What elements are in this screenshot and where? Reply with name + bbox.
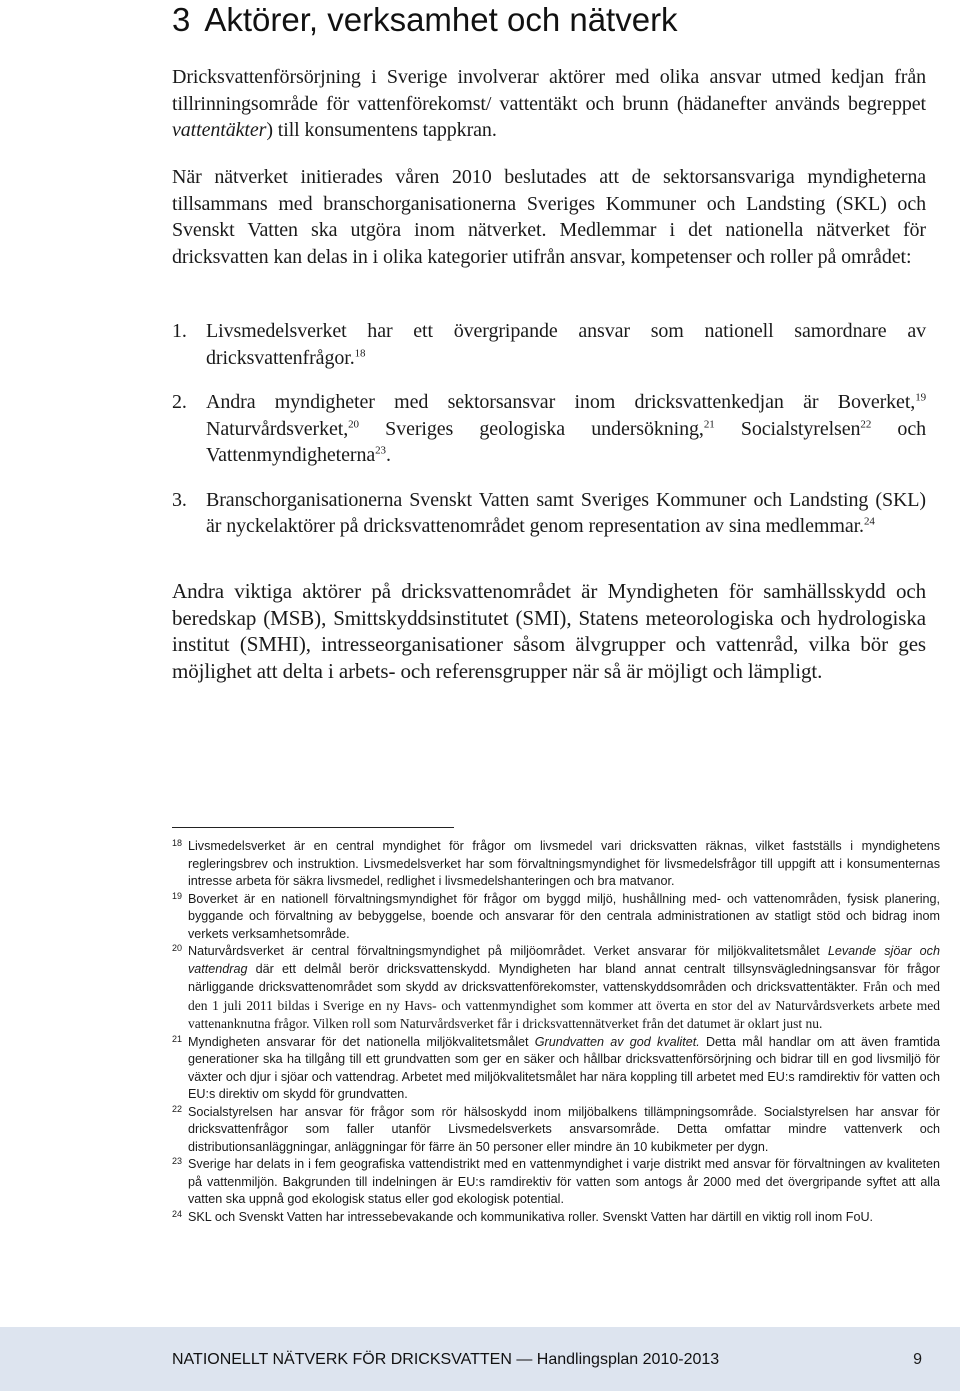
footer-title: NATIONELLT NÄTVERK FÖR DRICKSVATTEN — Handlingsplan 2010-2013 — [172, 1351, 720, 1368]
chapter-title: Aktörer, verksamhet och nätverk — [204, 1, 678, 38]
list-item-text: Naturvårdsverket, — [206, 417, 349, 440]
list-number: 1. — [172, 320, 187, 342]
actor-category-list — [172, 318, 926, 558]
footnote-text: Från och med den 1 juli 2011 bildas i Sverige en ny Havs- och vattenmyndighet som kommer att överta en stor del av Naturvårdsverkets arbete med vattenanknutna frågor. Vilken roll som Naturvårdsverket får i dricksvattennätverket från det datumet är oklart just nu. — [188, 979, 941, 1031]
footnote-ref[interactable]: 24 — [863, 515, 875, 528]
other-actors-paragraph: Andra viktiga aktörer på dricksvattenområdet är Myndigheten för samhällsskydd och beredskap (MSB), Smittskyddsinstitutet (SMI), Statens meteorologiska och hydrologiska institut (SMHI), intresseorganisationer såsom älvgrupper och vattenråd, vilka bör ges möjlighet att delta i arbets- och referensgrupper när så är möjligt och lämpligt. — [172, 579, 926, 684]
footnote-ref[interactable]: 22 — [860, 417, 872, 430]
footnote-separator — [172, 827, 454, 828]
footnote-text: Boverket är en nationell förvaltningsmyndighet för frågor om byggd miljö, hushållning med- och vattenområden, fysisk planering, byggande och förvaltning av bebyggelse, boende och ansvarar för den centrala administrationen av statligt stöd och bidrag inom verkets verksamhetsområde. — [188, 891, 940, 941]
footnote-number: 23 — [172, 1156, 183, 1166]
footnote-text: Myndigheten ansvarar för det nationella miljökvalitetsmålet — [188, 1034, 535, 1049]
list-item-text: Branschorganisationerna Svenskt Vatten samt Sveriges Kommuner och Landsting (SKL) är nyckelaktörer på dricksvattenområdet genom representation av sina medlemmar. — [206, 488, 926, 537]
footnote-italic-title: Levande sjöar och vattendrag — [188, 944, 940, 976]
footnote-ref[interactable]: 20 — [348, 417, 359, 430]
list-item-text: Livsmedelsverket har ett övergripande ansvar som nationell samordnare av dricksvattenfrågor. — [206, 320, 926, 369]
network-paragraph: När nätverket initierades våren 2010 beslutades att de sektorsansvariga myndigheterna tillsammans med branschorganisationerna Sveriges Kommuner och Landsting (SKL) och Svenskt Vatten ska utgöra inom nätverket. Medlemmar i det nationella nätverket för dricksvatten kan delas in i olika kategorier utifrån ansvar, kompetenser och roller på området: — [172, 166, 926, 268]
intro-text-end: ) till konsumentens tappkran. — [266, 119, 497, 141]
footnotes — [172, 838, 940, 1226]
footnote-20 — [172, 943, 940, 1034]
footnote-text: där ett delmål berör dricksvattenskydd. Myndigheten har bland annat centralt tillsynsvägledningsansvar för frågor närliggande dricksvattenområdet som skydd av dricksvattenförekomster, vattenskyddsområden och dricksvattentäkter. — [188, 961, 940, 994]
footnote-21 — [172, 1034, 940, 1104]
footnote-number: 21 — [172, 1033, 183, 1044]
footnote-19 — [172, 891, 940, 944]
list-item — [172, 487, 926, 540]
list-item — [172, 389, 926, 469]
chapter-heading — [172, 0, 678, 40]
list-item-text: och Vattenmyndigheterna — [206, 417, 926, 466]
footnote-22 — [172, 1104, 940, 1157]
list-item — [172, 318, 926, 371]
list-number: 2. — [172, 391, 187, 413]
intro-italic-term: vattentäkter — [172, 119, 267, 141]
footnote-text: Livsmedelsverket är en central myndighet för frågor om livsmedel vari dricksvatten räknas, vilket fastställs i myndighetens regleringsbrev och instruktion. Livsmedelsverket har som förvaltningsmyndighet för livsmedelsfrågor till uppgift att i konsumenternas intresse arbeta för säkra livsmedel, redlighet i livsmedelshanteringen och bra matvanor. — [188, 839, 940, 888]
footnote-text: Sverige har delats in i fem geografiska vattendistrikt med en vattenmyndighet i varje distrikt med ansvar för förvaltningen av kvaliteten på vattenmiljön. Bakgrunden till indelningen är EU:s ramdirektiv för vatten som antogs år 2000 med det övergripande syftet att alla vatten ska uppnå god ekologisk status eller god ekologisk potential. — [188, 1157, 940, 1206]
footnote-24 — [172, 1209, 940, 1227]
footnote-text: Detta mål handlar om att även framtida generationer ska ha tillgång till ett grundvatten som ger en säker och hållbar dricksvattenförsörjning och bidrar till en god livsmiljö för växter och djur i sjöar och vattendrag. Arbetet med miljökvalitetsmålet har nära koppling till arbetet med EU:s ramdirektiv för vatten och EU:s direktiv om skydd för grundvatten. — [188, 1034, 940, 1101]
footnote-number: 19 — [172, 890, 183, 901]
footnote-23 — [172, 1156, 940, 1209]
list-item-text: Socialstyrelsen — [714, 417, 861, 440]
list-item-text: Sveriges geologiska undersökning, — [358, 417, 704, 440]
footnote-number: 24 — [172, 1208, 183, 1219]
footnote-ref[interactable]: 19 — [915, 391, 926, 404]
footnote-text: Naturvårdsverket är central förvaltningsmyndighet på miljöområdet. Verket ansvarar för miljökvalitetsmålet — [188, 944, 828, 958]
intro-text: Dricksvattenförsörjning i Sverige involverar aktörer med olika ansvar utmed kedjan från tillrinningsområde för vattenförekomst/ vattentäkt och brunn (hädanefter används begreppet — [172, 66, 926, 115]
footnote-text: SKL och Svenskt Vatten har intressebevakande och kommunikativa roller. Svenskt Vatten har därtill en viktig roll inom FoU. — [188, 1209, 874, 1224]
footnote-number: 18 — [172, 838, 183, 848]
footnote-ref[interactable]: 18 — [354, 346, 366, 359]
page-number: 9 — [913, 1351, 922, 1368]
footnote-number: 20 — [172, 943, 183, 953]
list-item-text: Andra myndigheter med sektorsansvar inom dricksvattenkedjan är Boverket, — [206, 391, 916, 413]
footnote-18 — [172, 838, 940, 891]
chapter-number: 3 — [172, 1, 191, 38]
footnote-ref[interactable]: 23 — [375, 444, 386, 457]
footnote-number: 22 — [172, 1103, 183, 1114]
list-item-text: . — [385, 444, 391, 466]
footnote-italic-title: Grundvatten av god kvalitet. — [534, 1034, 700, 1049]
list-number: 3. — [172, 488, 187, 511]
footnote-text: Socialstyrelsen har ansvar för frågor som rör hälsoskydd inom miljöbalkens tillämpningsområde. Socialstyrelsen har ansvar för dricksvattenfrågor som faller utanför Livsmedelsverkets ansvarsområde. Detta omfattar mindre vattenverk och distributionsanläggningar, anläggningar för färre än 50 personer eller mindre än 10 kubikmeter per dygn. — [188, 1104, 940, 1154]
intro-paragraph — [172, 64, 926, 144]
footnote-ref[interactable]: 21 — [703, 417, 715, 430]
